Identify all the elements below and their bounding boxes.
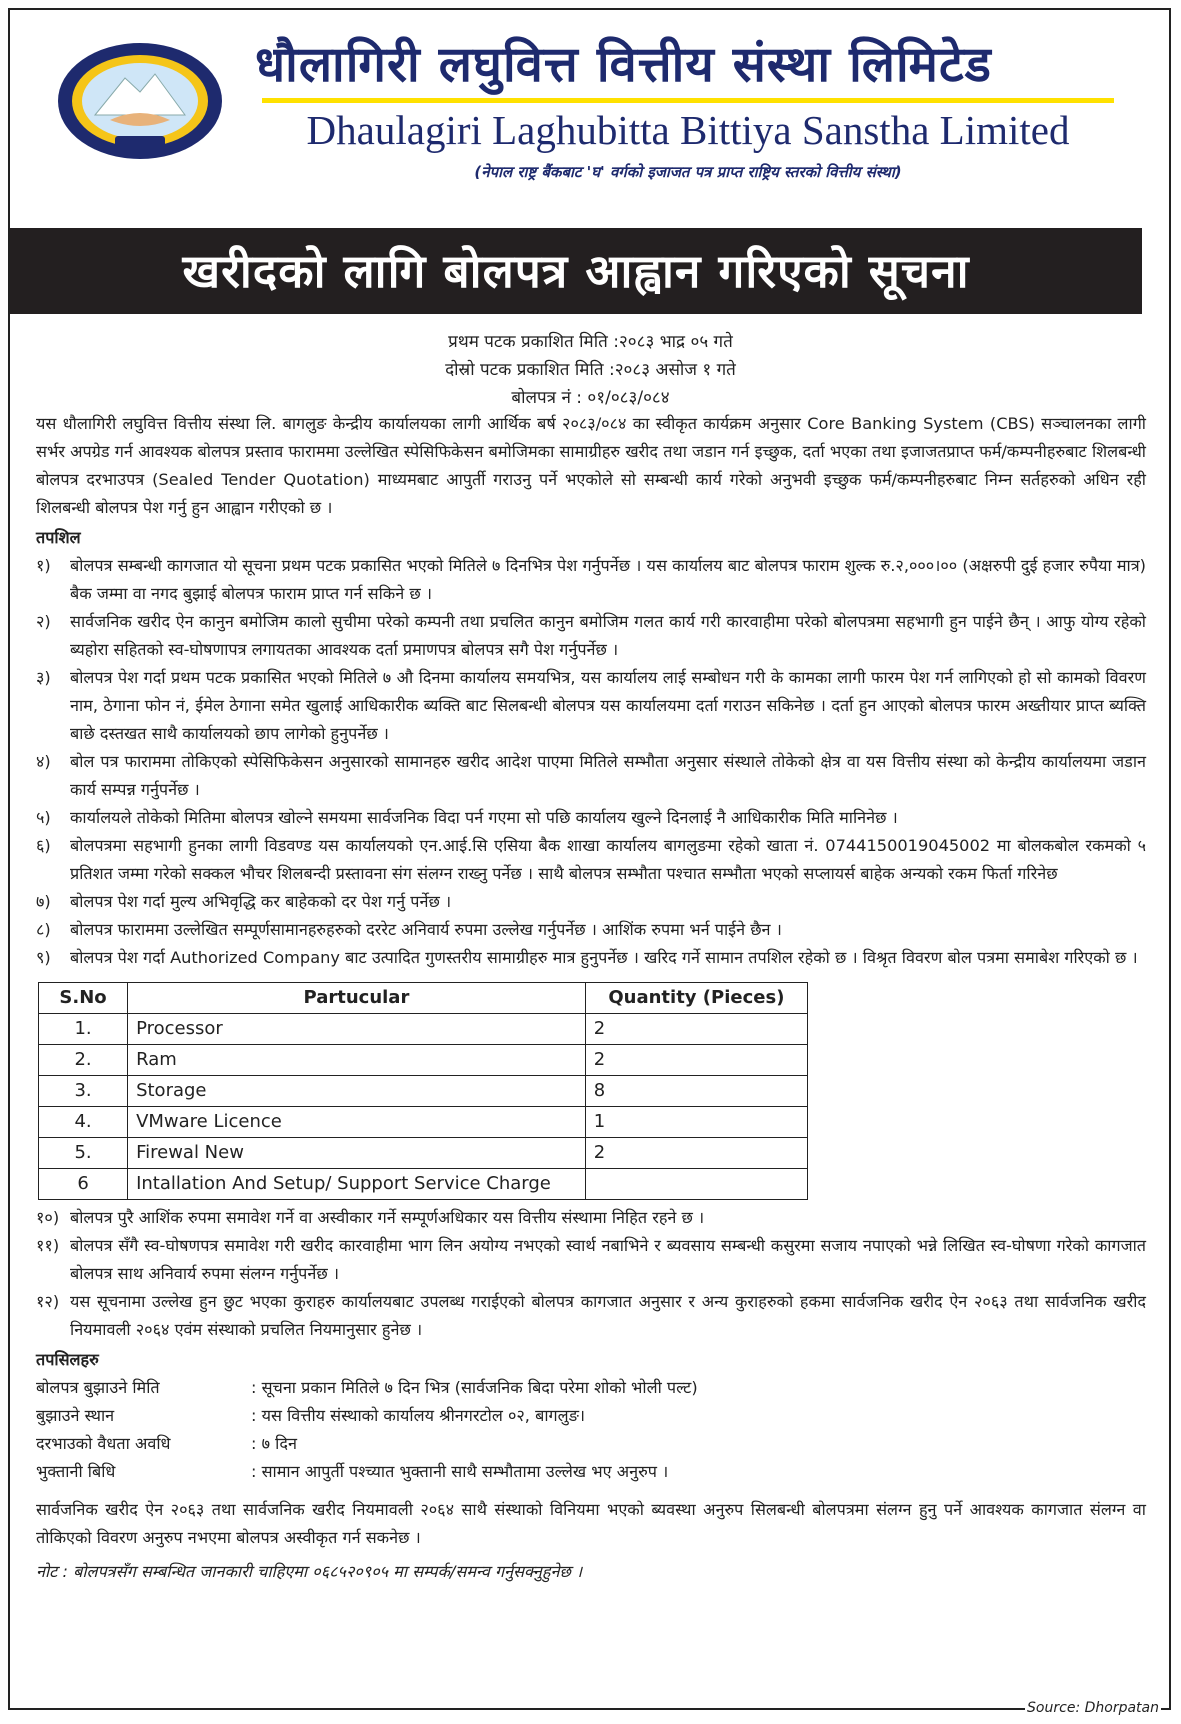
tender-number: बोलपत्र नं : ०१/०८३/०८४	[511, 388, 670, 408]
table-row: 1. Processor 2	[39, 1014, 808, 1045]
table-row: 4. VMware Licence 1	[39, 1107, 808, 1138]
schedule-heading: तपसिलहरु	[36, 1350, 99, 1369]
list-item: ६) बोलपत्रमा सहभागी हुनका लागी विडवण्ड यस कार्यालयको एन.आई.सि एसिया बैक शाखा कार्यालय बागलुङमा रहेको खाता नं. 0744150019045002 मा बोलकबोल रकमको ५ प्रतिशत जम्मा गरेको सक्कल भौचर शिलबन्दी प्रस्तावना संग संलग्न राख्नु पर्नेछ । साथै बोलपत्र सम्भौता पश्चात सम्भौता भएको सप्लायर्स बाहेक अन्यको रकम फिर्ता गरिनेछ	[36, 836, 1146, 883]
list-item: ३) बोलपत्र पेश गर्दा प्रथम पटक प्रकासित भएको मितिले ७ औ दिनमा कार्यालय समयभित्र, यस कार्यालय लाई सम्बोधन गरी के कामका लागी फारम पेश गर्न लागिएको हो सो कामको विवरण नाम, ठेगाना फोन नं, ईमेल ठेगाना समेत खुलाई आधिकारीक ब्यक्ति बाट सिलबन्धी बोलपत्र यस कार्यालयमा दर्ता गराउन सकिनेछ । दर्ता हुन आएको बोलपत्र फारम अख्तीयार प्राप्त ब्यक्ति बाछे दस्तखत साथै कार्यालयको छाप लागेको हुनुपर्नेछ ।	[36, 668, 1146, 743]
list-item: ९) बोलपत्र पेश गर्दा Authorized Company बाट उत्पादित गुणस्तरीय सामाग्रीहरु मात्र हुनुपर्नेछ । खरिद गर्ने सामान तपशिल रहेको छ । विश्रृत विवरण बोल पत्रमा समाबेश गरिएको छ ।	[36, 948, 1138, 967]
list-item: १२) यस सूचनामा उल्लेख हुन छुट भएका कुराहरु कार्यालयबाट उपलब्ध गराईएको बोलपत्र कागजात अनुसार र अन्य कुराहरुको हकमा सार्वजनिक खरीद ऐन २०६३ तथा सार्वजनिक खरीद नियमावली २०६४ एवंम संस्थाको प्रचलित नियमानुसार हुनेछ ।	[36, 1292, 1146, 1339]
schedule-list	[36, 1374, 1146, 1486]
notice-body	[36, 410, 1146, 1586]
list-item: २) सार्वजनिक खरीद ऐन कानुन बमोजिम कालो सुचीमा परेको कम्पनी तथा प्रचलित कानुन बमोजिम गलत कार्य गरी कारवाहीमा परेको बोलपत्रमा सहभागी हुन पाईने छैन् । आफु योग्य रहेको ब्यहोरा सहितको स्व-घोषणापत्र लगायतका आवश्यक दर्ता प्रमाणपत्र बोलपत्र सगै पेश गर्नुपर्नेछ ।	[36, 612, 1146, 659]
intro-paragraph: यस धौलागिरी लघुवित्त वित्तीय संस्था लि. बागलुङ केन्द्रीय कार्यालयका लागी आर्थिक बर्ष २०८३/०८४ का स्वीकृत कार्यक्रम अनुसार Core Banking System (CBS) सञ्चालनका लागी सर्भर अपग्रेड गर्न आवश्यक बोलपत्र प्रस्ताव फाराममा उल्लेखित स्पेसिफिकेसन बमोजिमका सामाग्रीहरु खरीद तथा जडान गर्न इच्छुक, दर्ता भएका तथा इजाजतप्राप्त फर्म/कम्पनीहरुबाट शिलबन्धी बोलपत्र दरभाउपत्र (Sealed Tender Quotation) माध्यमबाट आपुर्ती गराउनु पर्ने भएकोले सो सम्बन्धी कार्य गरेको अनुभवी इच्छुक फर्म/कम्पनीहरुबाट निम्न सर्तहरुको अधिन रही शिलबन्धी बोलपत्र पेश गर्नु हुन आह्वान गरीएको छ ।	[36, 414, 1146, 517]
contact-note: नोट : बोलपत्रसँग सम्बन्धित जानकारी चाहिएमा ०६८५२०९०५ मा सम्पर्क/समन्व गर्नुसक्नुहुनेछ ।	[36, 1562, 583, 1581]
publication-info	[0, 328, 1181, 412]
schedule-value: : सूचना प्रकान मितिले ७ दिन भित्र (सार्वजनिक बिदा परेमा शोको भोली पल्ट)	[251, 1378, 698, 1397]
list-item: ५) कार्यालयले तोकेको मितिमा बोलपत्र खोल्ने समयमा सार्वजनिक विदा पर्न गएमा सो पछि कार्यालय खुल्ने दिनलाई नै आधिकारीक मिति मानिनेछ ।	[36, 808, 898, 827]
terms-heading: तपशिल	[36, 528, 81, 547]
table-row: 6 Intallation And Setup/ Support Service Charge	[39, 1169, 808, 1200]
schedule-label: बोलपत्र बुझाउने मिति	[36, 1378, 160, 1397]
list-item: ८) बोलपत्र फाराममा उल्लेखित सम्पूर्णसामानहरुहरुको दररेट अनिवार्य रुपमा उल्लेख गर्नुपर्नेछ । आशिंक रुपमा भर्न पाईने छैन ।	[36, 920, 782, 939]
notice-title: खरीदको लागि बोलपत्र आह्वान गरिएको सूचना	[10, 228, 1142, 314]
column-header: Quantity (Pieces)	[585, 983, 807, 1014]
organization-logo	[55, 40, 225, 162]
list-item: ११) बोलपत्र सँगै स्व-घोषणपत्र समावेश गरी खरीद कारवाहीमा भाग लिन अयोग्य नभएको स्वार्थ नबाभिने र ब्यवसाय सम्बन्धी कसुरमा सजाय नपाएको भन्ने लिखित स्व-घोषणा गरेको कागजात बोलपत्र साथ अनिवार्य रुपमा संलग्न गर्नुपर्नेछ ।	[36, 1236, 1146, 1283]
list-item: ७) बोलपत्र पेश गर्दा मुल्य अभिवृद्धि कर बाहेकको दर पेश गर्नु पर्नेछ ।	[36, 892, 452, 911]
terms-list	[36, 552, 1146, 972]
second-publication-date: दोस्रो पटक प्रकाशित मिति :२०८३ असोज १ गते	[445, 360, 736, 380]
schedule-value: : यस वित्तीय संस्थाको कार्यालय श्रीनगरटोल ०२, बागलुङ।	[251, 1406, 586, 1425]
closing-paragraph: सार्वजनिक खरीद ऐन २०६३ तथा सार्वजनिक खरीद नियमावली २०६४ साथै संस्थाको विनियमा भएको ब्यवस्था अनुरुप सिलबन्धी बोलपत्रमा संलग्न हुनु पर्ने आवश्यक कागजात संलग्न वा तोकिएको विवरण अनुरुप नभएमा बोलपत्र अस्वीकृत गर्न सकनेछ ।	[36, 1500, 1146, 1547]
list-item: ४) बोल पत्र फाराममा तोकिएको स्पेसिफिकेसन अनुसारको सामानहरु खरीद आदेश पाएमा मितिले सम्भौता अनुसार संस्थाले तोकेको क्षेत्र वा यस वित्तीय संस्था को केन्द्रीय कार्यालयमा जडान कार्य सम्पन्न गर्नुपर्नेछ ।	[36, 752, 1147, 799]
schedule-label: दरभाउको वैधता अवधि	[36, 1434, 171, 1453]
column-header: S.No	[39, 983, 128, 1014]
schedule-label: बुझाउने स्थान	[36, 1406, 115, 1425]
schedule-value: : ७ दिन	[251, 1434, 297, 1453]
source-credit: Source: Dhorpatan	[1027, 1700, 1159, 1716]
table-row: 3. Storage 8	[39, 1076, 808, 1107]
table-row: 2. Ram 2	[39, 1045, 808, 1076]
first-publication-date: प्रथम पटक प्रकाशित मिति :२०८३ भाद्र ०५ गते	[448, 332, 733, 352]
items-table	[38, 982, 808, 1200]
schedule-value: : सामान आपुर्ती पश्च्यात भुक्तानी साथै सम्भौतामा उल्लेख भए अनुरुप ।	[251, 1462, 669, 1481]
schedule-label: भुक्तानी बिधि	[36, 1462, 116, 1481]
organization-subtitle: (नेपाल राष्ट्र बैंकबाट 'घ' वर्गको इजाजत पत्र प्राप्त राष्ट्रिय स्तरको वित्तीय संस्था)	[474, 163, 902, 181]
list-item: १) बोलपत्र सम्बन्धी कागजात यो सूचना प्रथम पटक प्रकासित भएको मितिले ७ दिनभित्र पेश गर्नुपर्नेछ । यस कार्यालय बाट बोलपत्र फाराम शुल्क रु.२,०००।०० (अक्षरुपी दुई हजार रुपैया मात्र) बैक जम्मा वा नगद बुझाई बोलपत्र फाराम प्राप्त गर्न सकिने छ ।	[36, 556, 1146, 603]
column-header: Partucular	[128, 983, 586, 1014]
organization-name-english: Dhaulagiri Laghubitta Bittiya Sanstha Limited	[306, 107, 1070, 153]
table-row: 5. Firewal New 2	[39, 1138, 808, 1169]
terms-list-continued	[36, 1204, 1146, 1344]
table-header-row	[39, 983, 808, 1014]
header-divider	[262, 98, 1114, 103]
organization-name-nepali: धौलागिरी लघुवित्त वित्तीय संस्था लिमिटेड	[255, 36, 992, 93]
list-item: १०) बोलपत्र पुरै आशिंक रुपमा समावेश गर्ने वा अस्वीकार गर्ने सम्पूर्णअधिकार यस वित्तीय संस्थामा निहित रहने छ ।	[36, 1208, 705, 1227]
